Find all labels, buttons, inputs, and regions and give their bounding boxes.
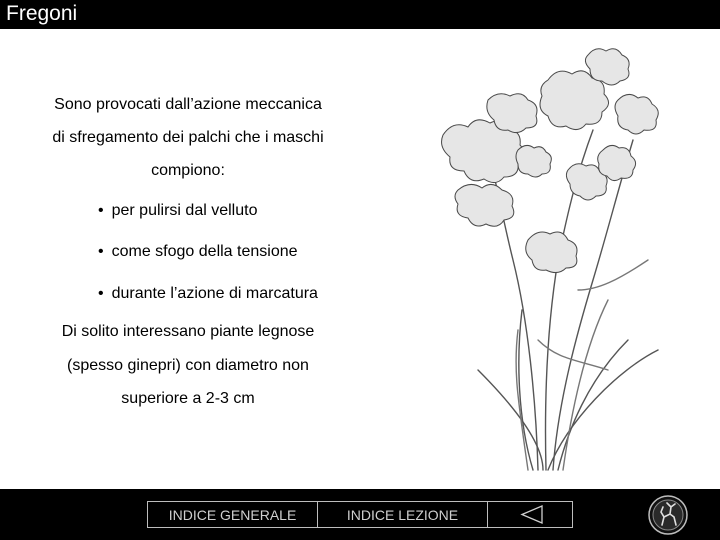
bullet-item: • durante l’azione di marcatura (98, 284, 318, 304)
note-line-2: (spesso ginepri) con diametro non (67, 357, 309, 374)
page-title: Fregoni (6, 2, 78, 25)
intro-line-3: compiono: (151, 162, 225, 179)
back-button[interactable] (487, 501, 573, 528)
note-line-3: superiore a 2-3 cm (121, 390, 255, 407)
juniper-plant-illustration (418, 40, 718, 480)
indice-lezione-button[interactable]: INDICE LEZIONE (317, 501, 488, 528)
bullet-item: • come sfogo della tensione (98, 242, 298, 262)
intro-line-2: di sfregamento dei palchi che i maschi (52, 129, 324, 146)
intro-line-1: Sono provocati dall’azione meccanica (54, 96, 322, 113)
note-line-1: Di solito interessano piante legnose (61, 323, 315, 340)
indice-generale-button[interactable]: INDICE GENERALE (147, 501, 318, 528)
bullet-item: • per pulirsi dal velluto (98, 201, 257, 221)
triangle-left-icon (488, 502, 572, 527)
footer-bar (0, 489, 720, 540)
deer-logo-icon[interactable] (648, 495, 688, 535)
